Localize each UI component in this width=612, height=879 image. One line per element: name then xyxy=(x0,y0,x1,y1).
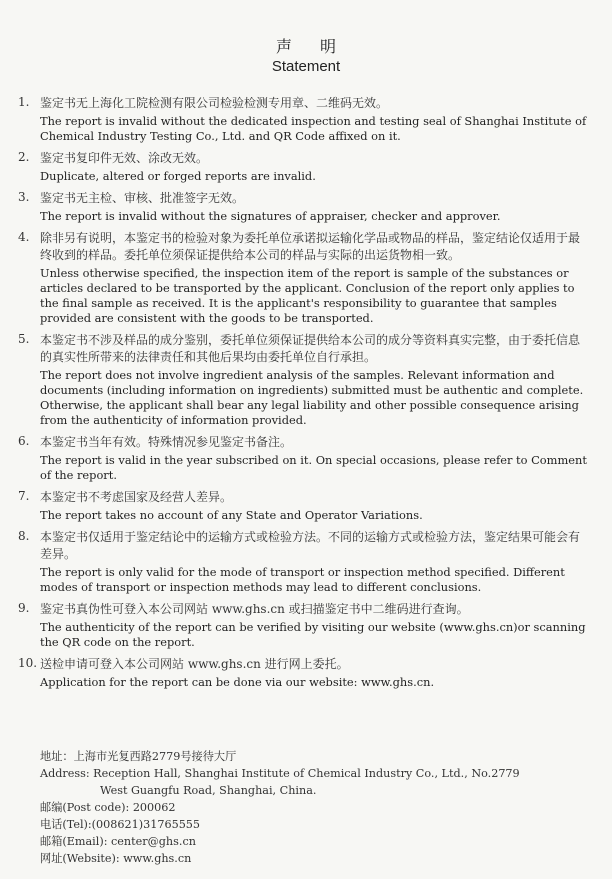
item-number: 9. xyxy=(18,601,30,615)
address-en: Address: Reception Hall, Shanghai Institute of Chemical Industry Co., Ltd., No.2779 xyxy=(40,767,520,780)
statement-list xyxy=(18,95,590,696)
item-number: 2. xyxy=(18,150,30,164)
list-item xyxy=(18,489,590,523)
list-item xyxy=(18,656,590,690)
address-en-cont: West Guangfu Road, Shanghai, China. xyxy=(100,784,317,797)
address-cn: 地址：上海市光复西路2779号接待大厅 xyxy=(40,750,237,763)
item-number: 7. xyxy=(18,489,30,503)
item-number: 10. xyxy=(18,656,38,670)
list-item xyxy=(18,529,590,595)
item-text-en: The report is valid in the year subscribed on it. On special occasions, please refer to Comment of the report. xyxy=(40,453,587,482)
list-item xyxy=(18,601,590,650)
item-number: 8. xyxy=(18,529,30,543)
item-text-en: The authenticity of the report can be verified by visiting our website (www.ghs.cn)or scanning the QR code on the report. xyxy=(40,620,586,649)
item-text-en: The report is invalid without the dedicated inspection and testing seal of Shanghai Institute of Chemical Industry Testing Co., Ltd. and QR Code affixed on it. xyxy=(40,114,587,143)
list-item xyxy=(18,230,590,326)
item-text-cn: 本鉴定书不涉及样品的成分鉴别，委托单位须保证提供给本公司的成分等资料真实完整，由于委托信息的真实性所带来的法律责任和其他后果均由委托单位自行承担。 xyxy=(40,333,581,364)
contact-block xyxy=(40,748,600,867)
telephone: 电话(Tel):(008621)31765555 xyxy=(40,818,201,831)
item-text-cn: 鉴定书无上海化工院检测有限公司检验检测专用章、二维码无效。 xyxy=(40,96,389,110)
item-text-cn: 鉴定书无主检、审核、批准签字无效。 xyxy=(40,191,245,205)
list-item xyxy=(18,434,590,483)
item-text-cn: 除非另有说明，本鉴定书的检验对象为委托单位承诺拟运输化学品或物品的样品，鉴定结论仅适用于最终收到的样品。委托单位须保证提供给本公司的样品与实际的出运货物相一致。 xyxy=(40,231,581,262)
item-text-en: The report takes no account of any State and Operator Variations. xyxy=(40,508,423,522)
list-item xyxy=(18,190,590,224)
item-text-cn: 本鉴定书仅适用于鉴定结论中的运输方式或检验方法。不同的运输方式或检验方法，鉴定结果可能会有差异。 xyxy=(40,530,581,561)
item-text-cn: 送检申请可登入本公司网站 www.ghs.cn 进行网上委托。 xyxy=(40,657,349,671)
item-number: 6. xyxy=(18,434,30,448)
item-text-cn: 鉴定书复印件无效、涂改无效。 xyxy=(40,151,209,165)
item-text-cn: 鉴定书真伪性可登入本公司网站 www.ghs.cn 或扫描鉴定书中二维码进行查询。 xyxy=(40,602,469,616)
item-text-en: Duplicate, altered or forged reports are invalid. xyxy=(40,169,316,183)
email: 邮箱(Email): center@ghs.cn xyxy=(40,835,196,848)
website: 网址(Website): www.ghs.cn xyxy=(40,852,192,865)
list-item xyxy=(18,332,590,428)
item-text-en: Application for the report can be done via our website: www.ghs.cn. xyxy=(40,675,435,689)
item-text-en: The report is only valid for the mode of transport or inspection method specified. Different modes of transport or inspection methods may lead to different conclusions. xyxy=(40,565,565,594)
item-text-en: The report does not involve ingredient analysis of the samples. Relevant information and documents (including information on ingredients) submitted must be authentic and complete. Otherwise, the applicant shall bear any legal liability and other possible consequence arising from the authenticity of information provided. xyxy=(40,368,584,427)
postcode: 邮编(Post code): 200062 xyxy=(40,801,176,814)
page-title-en: Statement xyxy=(271,58,341,75)
item-number: 4. xyxy=(18,230,30,244)
item-number: 3. xyxy=(18,190,30,204)
list-item xyxy=(18,150,590,184)
item-text-cn: 本鉴定书不考虑国家及经营人差异。 xyxy=(40,490,233,504)
item-number: 1. xyxy=(18,95,30,109)
item-text-en: The report is invalid without the signatures of appraiser, checker and approver. xyxy=(40,209,501,223)
list-item xyxy=(18,95,590,144)
item-text-cn: 本鉴定书当年有效。特殊情况参见鉴定书备注。 xyxy=(40,435,293,449)
item-text-en: Unless otherwise specified, the inspection item of the report is sample of the substances or articles declared to be transported by the applicant. Conclusion of the report only applies to the final sample as received. It is the applicant's responsibility to guarantee that samples provided are consistent with the goods to be transported. xyxy=(40,266,575,325)
page-title-cn: 声明 xyxy=(275,37,364,56)
item-number: 5. xyxy=(18,332,30,346)
